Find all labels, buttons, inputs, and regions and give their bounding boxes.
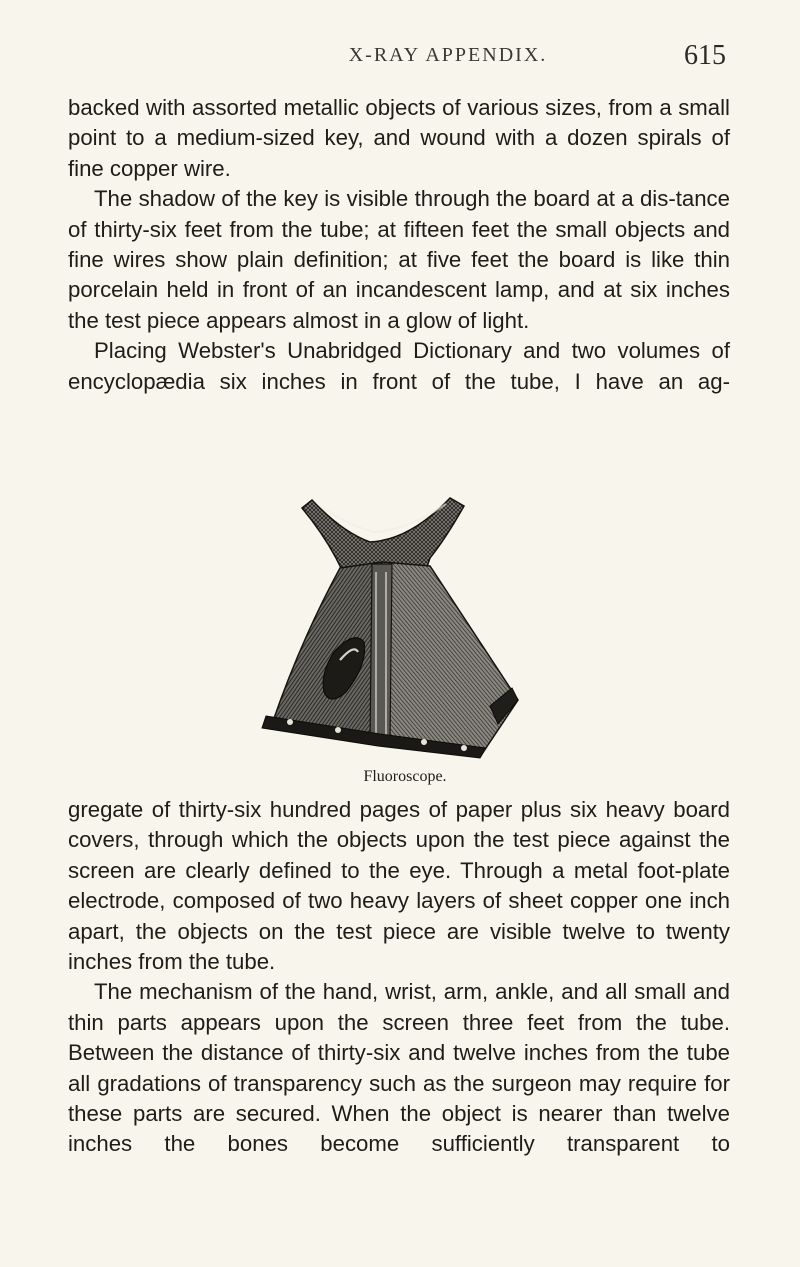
- fluoroscope-illustration: [250, 492, 540, 762]
- page-number: 615: [684, 40, 726, 71]
- text-block-top: [68, 93, 730, 397]
- paragraph: The mechanism of the hand, wrist, arm, ankle, and all small and thin parts appears upon the screen three feet from the tube. Between the distance of thirty-six and twelve inches from the tube all gradations of transparency such as the surgeon may require for these parts are secured. When the object is nearer than twelve inches the bones become sufficiently transparent to: [68, 979, 730, 1157]
- paragraph: The shadow of the key is visible through the board at a dis-tance of thirty-six feet from the tube; at fifteen feet the small objects and fine wires show plain definition; at five feet the board is like thin porcelain held in front of an incandescent lamp, and at six inches the test piece appears almost in a glow of light.: [68, 186, 730, 333]
- paragraph: backed with assorted metallic objects of various sizes, from a small point to a medium-sized key, and wound with a dozen spirals of fine copper wire.: [68, 95, 730, 181]
- figure-caption: Fluoroscope.: [363, 768, 447, 785]
- paragraph: gregate of thirty-six hundred pages of paper plus six heavy board covers, through which the objects upon the test piece against the screen are clearly defined to the eye. Through a metal foot-plate electrode, composed of two heavy layers of sheet copper one inch apart, the objects on the test piece are visible twelve to twenty inches from the tube.: [68, 797, 730, 975]
- text-block-bottom: [68, 795, 730, 1160]
- running-head: [68, 40, 728, 84]
- paragraph: Placing Webster's Unabridged Dictionary and two volumes of encyclopædia six inches in front of the tube, I have an ag-: [68, 338, 730, 394]
- running-title: X-RAY APPENDIX.: [348, 44, 548, 66]
